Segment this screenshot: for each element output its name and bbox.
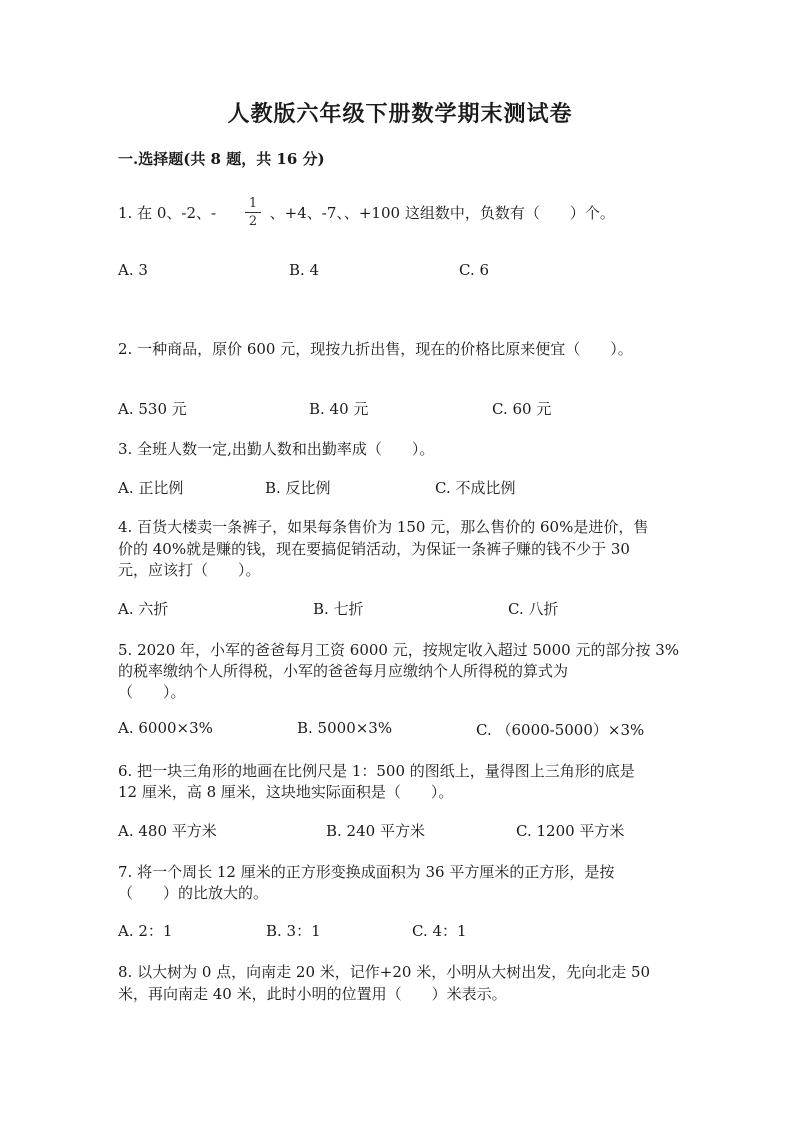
question-7-line-1: 7. 将一个周长 12 厘米的正方形变换成面积为 36 平方厘米的正方形，是按 (118, 863, 615, 881)
question-7-option-c[interactable]: C. 4：1 (412, 922, 467, 940)
question-3-option-c[interactable]: C. 不成比例 (435, 479, 516, 497)
question-5-line-1: 5. 2020 年，小军的爸爸每月工资 6000 元，按规定收入超过 5000 元的部分按 3% (118, 641, 680, 659)
question-5-line-3: （ ）。 (118, 683, 186, 701)
page-title: 人教版六年级下册数学期末测试卷 (227, 101, 573, 127)
question-3-line-1: 3. 全班人数一定,出勤人数和出勤率成（ ）。 (118, 440, 435, 458)
question-6-line-1: 6. 把一块三角形的地画在比例尺是 1：500 的图纸上，量得图上三角形的底是 (118, 762, 635, 780)
question-6-option-c[interactable]: C. 1200 平方米 (516, 822, 625, 840)
question-8-line-1: 8. 以大树为 0 点，向南走 20 米，记作+20 米，小明从大树出发，先向北走 50 (118, 963, 651, 981)
question-7-option-a[interactable]: A. 2：1 (118, 922, 173, 940)
question-4-option-a[interactable]: A. 六折 (118, 600, 169, 618)
question-1-option-b[interactable]: B. 4 (289, 261, 320, 279)
question-6-line-2: 12 厘米，高 8 厘米，这块地实际面积是（ ）。 (118, 783, 454, 801)
question-5-option-b[interactable]: B. 5000×3% (297, 719, 393, 737)
question-1-option-c[interactable]: C. 6 (459, 261, 490, 279)
question-4-line-2: 价的 40%就是赚的钱，现在要搞促销活动，为保证一条裤子赚的钱不少于 30 (118, 540, 630, 558)
question-2-option-b[interactable]: B. 40 元 (309, 400, 369, 418)
question-8-line-2: 米，再向南走 40 米，此时小明的位置用（ ）米表示。 (118, 985, 507, 1003)
question-5-option-c[interactable]: C. （6000-5000）×3% (476, 721, 645, 739)
question-1-prefix: 1. 在 0、-2、- (118, 204, 217, 222)
question-1-suffix: 、+4、-7、、+100 这组数中，负数有（ ）个。 (269, 204, 615, 222)
question-1-option-a[interactable]: A. 3 (118, 261, 148, 279)
question-6-option-b[interactable]: B. 240 平方米 (326, 822, 425, 840)
question-4-line-1: 4. 百货大楼卖一条裤子，如果每条售价为 150 元，那么售价的 60%是进价，售 (118, 518, 649, 536)
fraction-one-half (243, 196, 263, 229)
question-7-option-b[interactable]: B. 3：1 (266, 922, 321, 940)
question-5-line-2: 的税率缴纳个人所得税，小军的爸爸每月应缴纳个人所得税的算式为 (118, 662, 569, 680)
question-7-line-2: （ ）的比放大的。 (118, 884, 269, 902)
question-1 (118, 202, 615, 223)
question-2-line-1: 2. 一种商品，原价 600 元，现按九折出售，现在的价格比原来便宜（ ）。 (118, 340, 633, 358)
question-3-option-a[interactable]: A. 正比例 (118, 479, 184, 497)
question-5-option-a[interactable]: A. 6000×3% (118, 719, 213, 737)
question-3-option-b[interactable]: B. 反比例 (265, 479, 331, 497)
question-4-line-3: 元，应该打（ ）。 (118, 561, 261, 579)
question-2-option-c[interactable]: C. 60 元 (492, 400, 552, 418)
question-6-option-a[interactable]: A. 480 平方米 (118, 822, 217, 840)
section-heading: 一.选择题(共 8 题，共 16 分) (118, 150, 325, 168)
question-2-option-a[interactable]: A. 530 元 (118, 400, 187, 418)
fraction-denominator: 2 (248, 214, 258, 229)
question-4-option-c[interactable]: C. 八折 (508, 600, 559, 618)
question-4-option-b[interactable]: B. 七折 (313, 600, 364, 618)
fraction-bar (245, 212, 261, 213)
fraction-numerator: 1 (248, 196, 258, 211)
